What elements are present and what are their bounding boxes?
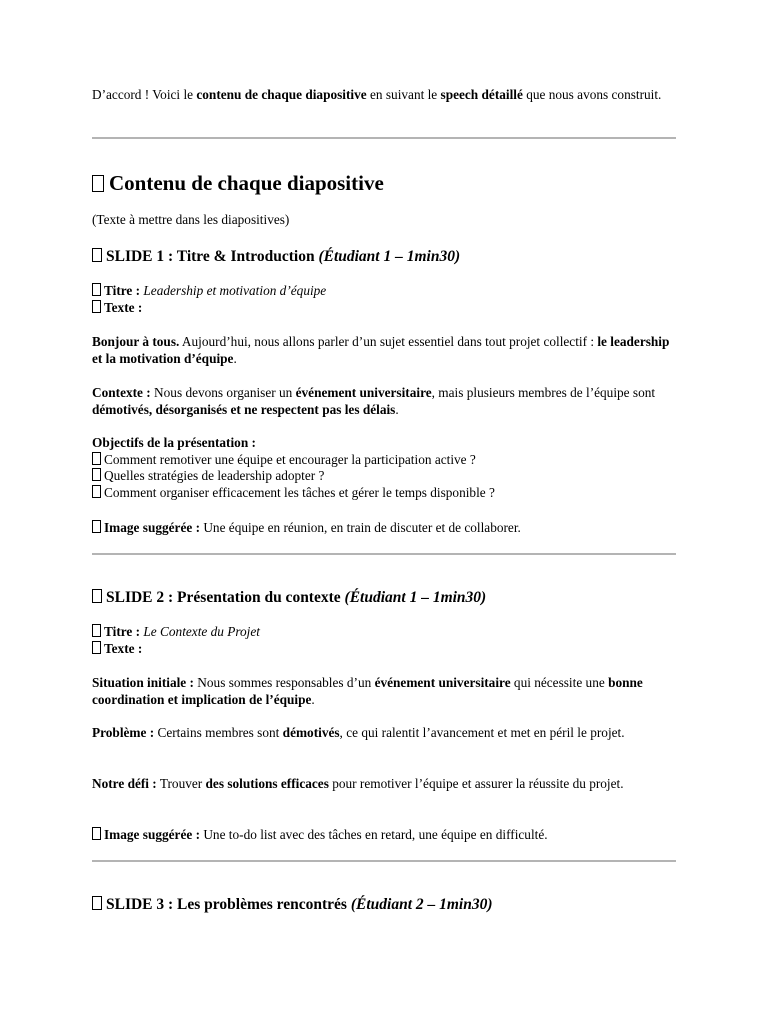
image-text: Une to-do list avec des tâches en retard, une équipe en difficulté.	[200, 827, 548, 842]
missing-glyph-icon	[92, 520, 101, 533]
missing-glyph-icon	[92, 248, 102, 262]
intro-bold: speech détaillé	[440, 87, 523, 102]
bold-text: démotivés, désorganisés et ne respectent pas les délais	[92, 401, 396, 417]
body-text: Nous sommes responsables d’un	[193, 675, 375, 690]
body-text: , mais plusieurs membres de l’équipe sont	[431, 385, 656, 400]
objective-text: Comment remotiver une équipe et encourager la participation active ?	[104, 451, 476, 467]
slide2-title: SLIDE 2 : Présentation du contexte	[106, 589, 345, 606]
body-text: Certains membres sont	[154, 725, 283, 740]
bold-text: démotivés	[282, 725, 340, 740]
texte-label: Texte :	[104, 299, 143, 315]
slide2-presenter: (Étudiant 1 – 1min30)	[344, 589, 487, 606]
body-text: .	[233, 350, 237, 366]
missing-glyph-icon	[92, 641, 101, 654]
objective-item	[92, 452, 676, 469]
missing-glyph-icon	[92, 827, 101, 840]
slide1-titre-line	[92, 283, 676, 300]
missing-glyph-icon	[92, 468, 101, 481]
titre-value: Le Contexte du Projet	[143, 624, 260, 639]
body-text: Aujourd’hui, nous allons parler d’un sujet essentiel dans tout projet collectif :	[179, 334, 598, 349]
objective-text: Quelles stratégies de leadership adopter ?	[104, 468, 325, 483]
slide2-image-suggestion	[92, 827, 676, 844]
body-text: pour remotiver l’équipe et assurer la réussite du projet.	[328, 776, 624, 791]
titre-label: Titre :	[104, 624, 141, 639]
intro-paragraph	[92, 87, 676, 104]
subtitle: (Texte à mettre dans les diapositives)	[92, 212, 290, 227]
slide3-presenter: (Étudiant 2 – 1min30)	[350, 896, 493, 913]
body-text: .	[395, 401, 399, 417]
divider	[92, 860, 676, 862]
bold-text: événement universitaire	[374, 675, 511, 690]
slide1-image-suggestion	[92, 520, 676, 537]
slide2-heading	[92, 588, 486, 607]
missing-glyph-icon	[92, 485, 101, 498]
slide1-title: SLIDE 1 : Titre & Introduction	[106, 248, 319, 265]
bold-text: Notre défi :	[92, 776, 157, 791]
slide2-texte-line	[92, 641, 676, 658]
slide1-paragraph-1	[92, 334, 676, 367]
slide2-paragraph-1	[92, 675, 676, 708]
missing-glyph-icon	[92, 896, 102, 910]
section-heading-text: Contenu de chaque diapositive	[109, 171, 384, 195]
slide3-title: SLIDE 3 : Les problèmes rencontrés	[106, 896, 351, 913]
bold-text: Contexte :	[92, 385, 151, 400]
section-heading	[92, 171, 384, 195]
intro-text: que nous avons construit.	[522, 87, 662, 102]
titre-label: Titre :	[104, 283, 141, 298]
texte-label: Texte :	[104, 640, 143, 656]
body-text: Nous devons organiser un	[150, 385, 296, 400]
bold-text: le leadership et la motivation d’équipe	[92, 334, 670, 366]
objectives-label: Objectifs de la présentation :	[92, 435, 256, 450]
objective-item	[92, 485, 676, 502]
slide3-heading	[92, 895, 493, 914]
missing-glyph-icon	[92, 589, 102, 603]
bold-text: Situation initiale :	[92, 675, 194, 690]
body-text: Trouver	[156, 776, 206, 791]
bold-text: Bonjour à tous.	[92, 334, 180, 349]
intro-text: D’accord ! Voici le	[92, 87, 197, 102]
slide2-paragraph-3	[92, 776, 676, 793]
slide1-objectives	[92, 435, 676, 501]
intro-text: en suivant le	[366, 87, 441, 102]
bold-text: bonne coordination et implication de l’équipe	[92, 675, 643, 707]
slide1-texte-line	[92, 300, 676, 317]
objective-item	[92, 468, 676, 485]
slide2-meta	[92, 624, 676, 657]
body-text: , ce qui ralentit l’avancement et met en péril le projet.	[339, 725, 625, 740]
divider	[92, 553, 676, 555]
intro-bold: contenu de chaque diapositive	[196, 87, 367, 102]
body-text: .	[311, 691, 315, 707]
slide1-presenter: (Étudiant 1 – 1min30)	[318, 248, 461, 265]
objective-text: Comment organiser efficacement les tâches et gérer le temps disponible ?	[104, 484, 495, 500]
slide1-paragraph-2	[92, 385, 676, 418]
image-text: Une équipe en réunion, en train de discuter et de collaborer.	[200, 520, 521, 535]
titre-value: Leadership et motivation d’équipe	[143, 283, 327, 298]
slide2-paragraph-2	[92, 725, 676, 742]
missing-glyph-icon	[92, 300, 101, 313]
slide1-meta	[92, 283, 676, 316]
bold-text: événement universitaire	[295, 385, 432, 400]
missing-glyph-icon	[92, 175, 104, 192]
slide2-titre-line	[92, 624, 676, 641]
bold-text: Problème :	[92, 725, 155, 740]
missing-glyph-icon	[92, 283, 101, 296]
divider	[92, 137, 676, 139]
slide1-heading	[92, 247, 460, 266]
missing-glyph-icon	[92, 452, 101, 465]
missing-glyph-icon	[92, 624, 101, 637]
image-label: Image suggérée :	[104, 520, 200, 535]
image-label: Image suggérée :	[104, 827, 200, 842]
body-text: qui nécessite une	[510, 675, 609, 690]
bold-text: des solutions efficaces	[205, 776, 329, 791]
